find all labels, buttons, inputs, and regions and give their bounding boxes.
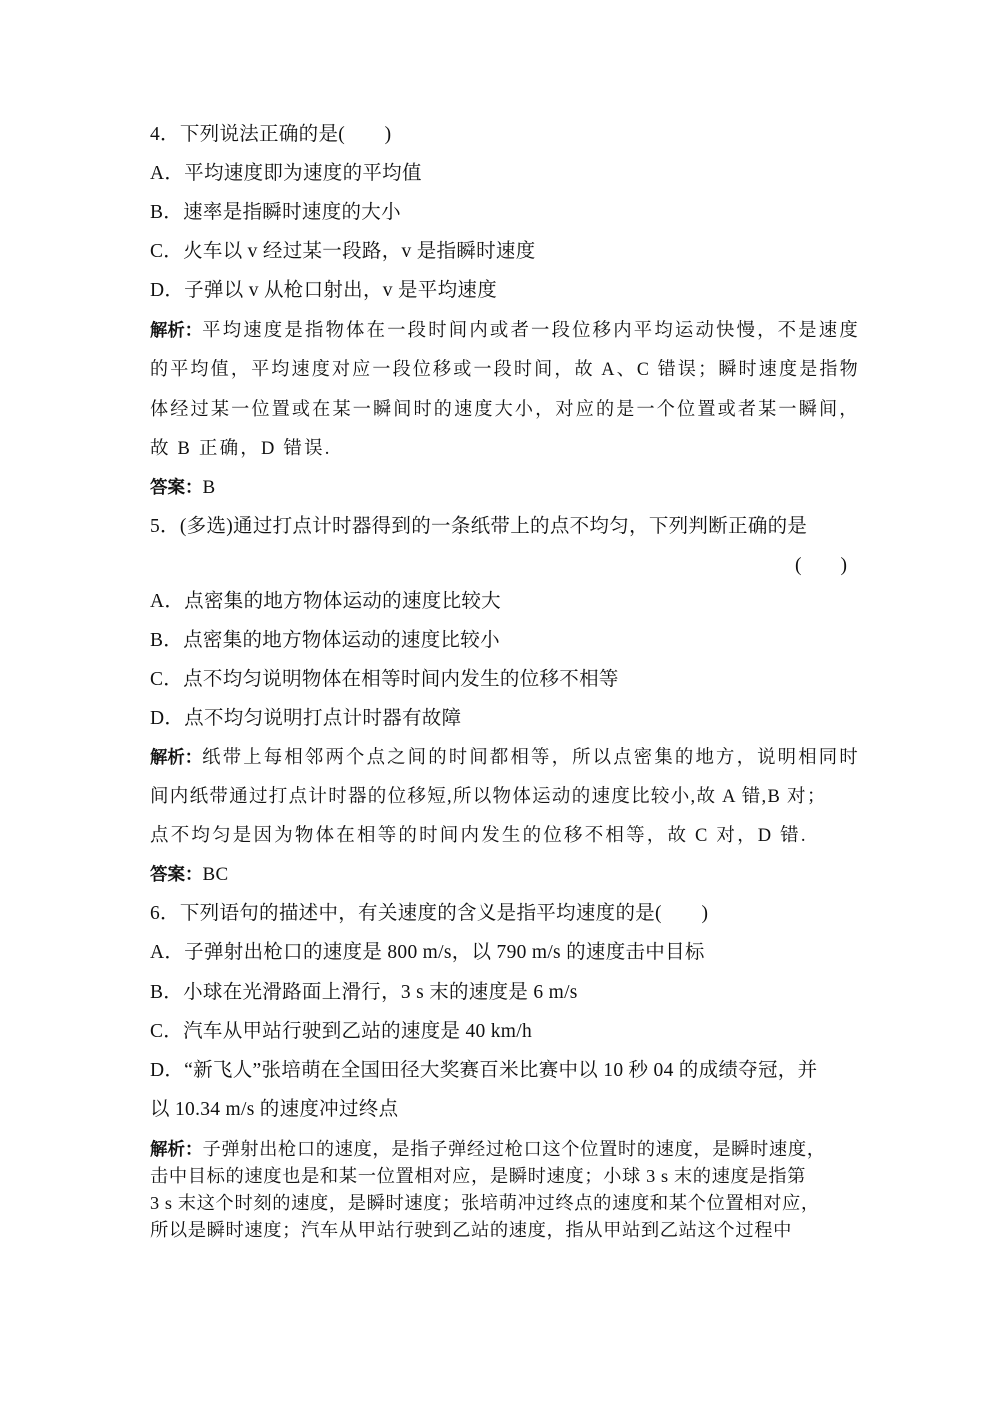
question-4-answer [150,475,215,501]
question-6-analysis-line-4: 所以是瞬时速度；汽车从甲站行驶到乙站的速度，指从甲站到乙站这个过程中 [150,1220,792,1240]
answer-value: BC [202,864,229,885]
question-5-option-a: A．点密集的地方物体运动的速度比较大 [150,591,501,612]
question-4-analysis-line-2: 的平均值，平均速度对应一段位移或一段时间，故 A、C 错误；瞬时速度是指物 [150,360,860,380]
question-6-option-d: D．“新飞人”张培萌在全国田径大奖赛百米比赛中以 10 秒 04 的成绩夺冠，并 [150,1060,818,1081]
analysis-text: 纸带上每相邻两个点之间的时间都相等，所以点密集的地方，说明相同时 [202,748,860,768]
question-5-analysis-line-2: 间内纸带通过打点计时器的位移短,所以物体运动的速度比较小,故 A 错,B 对； [150,787,827,807]
question-4-option-a: A．平均速度即为速度的平均值 [150,163,422,184]
question-6-option-c: C．汽车从甲站行驶到乙站的速度是 40 km/h [150,1021,533,1042]
question-5-analysis-line-3: 点不均匀是因为物体在相等的时间内发生的位移不相等，故 C 对，D 错. [150,826,808,846]
question-5-analysis-line-1 [150,745,860,771]
question-5-option-b: B．点密集的地方物体运动的速度比较小 [150,630,500,651]
question-5-answer [150,862,228,888]
question-5-answer-paren: ( ) [795,555,847,576]
analysis-label: 解析： [150,321,203,341]
question-4-option-b: B．速率是指瞬时速度的大小 [150,202,401,223]
question-4-option-c: C．火车以 v 经过某一段路，v 是指瞬时速度 [150,241,536,262]
question-4-stem: 4．下列说法正确的是( ) [150,124,392,145]
analysis-text: 平均速度是指物体在一段时间内或者一段位移内平均运动快慢，不是速度 [202,321,860,341]
question-4-analysis-line-4: 故 B 正确，D 错误. [150,439,332,459]
analysis-label: 解析： [150,748,203,768]
question-6-analysis-line-1 [150,1136,826,1163]
question-4-option-d: D．子弹以 v 从枪口射出，v 是平均速度 [150,280,498,301]
question-4-analysis-line-1 [150,318,860,344]
question-6-stem: 6．下列语句的描述中，有关速度的含义是指平均速度的是( ) [150,903,709,924]
question-6-option-d-continued: 以 10.34 m/s 的速度冲过终点 [150,1099,399,1120]
question-5-option-d: D．点不均匀说明打点计时器有故障 [150,708,462,729]
answer-label: 答案： [150,478,203,498]
question-6-option-b: B．小球在光滑路面上滑行，3 s 末的速度是 6 m/s [150,982,578,1003]
question-6-analysis-line-2: 击中目标的速度也是和某一位置相对应，是瞬时速度；小球 3 s 末的速度是指第 [150,1166,807,1186]
question-6-analysis-line-3: 3 s 末这个时刻的速度，是瞬时速度；张培萌冲过终点的速度和某个位置相对应， [150,1193,820,1213]
answer-label: 答案： [150,865,203,885]
question-6-option-a: A．子弹射出枪口的速度是 800 m/s，以 790 m/s 的速度击中目标 [150,942,705,963]
answer-value: B [202,477,216,498]
analysis-text: 子弹射出枪口的速度，是指子弹经过枪口这个位置时的速度，是瞬时速度， [202,1139,826,1159]
analysis-label: 解析： [150,1140,203,1160]
question-5-stem: 5．(多选)通过打点计时器得到的一条纸带上的点不均匀，下列判断正确的是 [150,516,808,537]
question-5-option-c: C．点不均匀说明物体在相等时间内发生的位移不相等 [150,669,619,690]
question-4-analysis-line-3: 体经过某一位置或在某一瞬间时的速度大小，对应的是一个位置或者某一瞬间， [150,400,860,420]
